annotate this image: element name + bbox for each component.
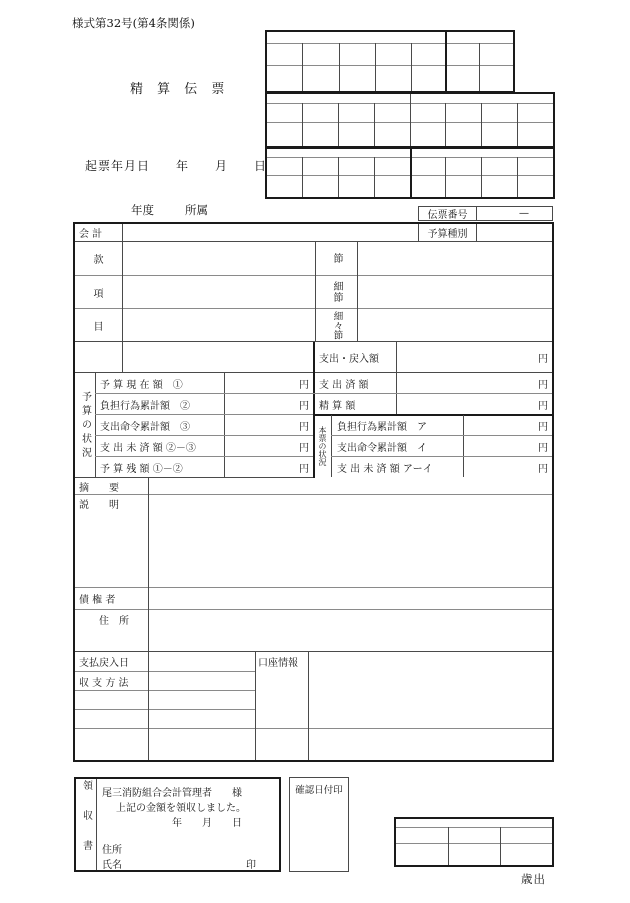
slip-top-row-1-unit: 円	[538, 400, 548, 412]
account-row-0-right-value[interactable]	[358, 242, 552, 275]
receipt-box[interactable]	[74, 777, 281, 872]
creditor-value[interactable]	[149, 588, 552, 609]
method-extra-row-1[interactable]	[75, 691, 255, 709]
explanation-label-text: 説 明	[79, 499, 119, 511]
budget-type-label: 予算種別	[427, 229, 468, 240]
budget-row-1-unit: 円	[299, 400, 309, 412]
creditor-address-label	[95, 610, 148, 628]
slip-top-row-0-unit: 円	[538, 379, 548, 391]
approval-grid-middle[interactable]	[265, 92, 555, 148]
slip-status-row[interactable]	[333, 457, 463, 477]
creditor-address-label-text: 住 所	[99, 615, 129, 627]
grid-col-divider	[481, 157, 482, 197]
payment-method-block[interactable]	[75, 652, 552, 760]
slip-status-row-1-unit: 円	[538, 442, 548, 454]
summary-value[interactable]	[149, 478, 552, 494]
payment-amount-label-text: 支出・戻入額	[319, 353, 379, 365]
slip-top-row-0-value[interactable]	[397, 373, 527, 393]
grid-col-divider	[302, 103, 303, 146]
payment-amount-unit: 円	[538, 353, 548, 365]
creditor-label	[75, 588, 148, 609]
method-label-text: 収 支 方 法	[79, 677, 129, 689]
budget-row-3-value[interactable]	[225, 436, 287, 456]
grid-col-divider	[339, 43, 340, 91]
status-block[interactable]	[75, 373, 552, 478]
receipt-date-line[interactable]: 年 月 日	[172, 818, 242, 829]
method-extra-row-3[interactable]	[75, 729, 255, 760]
slip-number-value[interactable]: —	[519, 208, 529, 219]
budget-status-row[interactable]	[96, 373, 224, 393]
receipt-vertical-label	[76, 779, 96, 870]
slip-status-row-0-value[interactable]	[464, 415, 527, 435]
approval-grid-bottom[interactable]	[265, 147, 555, 199]
grid-col-divider	[411, 43, 412, 91]
page-title: 精 算 伝 票	[130, 82, 230, 97]
accounting-value[interactable]	[123, 224, 417, 241]
budget-row-4-label: 予 算 残 額 ①－②	[100, 463, 183, 475]
account-row-2-left-label: 目	[93, 321, 104, 333]
fiscal-year-label: 年度	[131, 203, 154, 217]
budget-row-3-label: 支 出 未 済 額 ②－③	[100, 442, 196, 454]
receipt-vertical-label-text: 領収書	[80, 779, 92, 870]
slip-status-row-2-unit: 円	[538, 463, 548, 475]
method-label	[75, 672, 148, 690]
slip-status-row-1-label: 支出命令累計額 イ	[337, 442, 427, 454]
budget-row-3-unit: 円	[299, 442, 309, 454]
budget-status-vertical-label	[75, 373, 95, 478]
confirm-seal-box[interactable]	[289, 777, 349, 872]
slip-status-row-0-label: 負担行為累計額 ア	[337, 421, 427, 433]
grid-col-divider	[375, 43, 376, 91]
issue-date-label: 起票年月日 年 月 日	[85, 159, 268, 173]
grid-col-divider	[338, 103, 339, 146]
budget-status-row[interactable]	[96, 415, 224, 435]
payment-date-label	[75, 652, 148, 671]
account-row-1-left-value[interactable]	[123, 276, 315, 308]
account-row-2-left-value[interactable]	[123, 309, 315, 341]
account-info-label: 口座情報	[258, 658, 298, 669]
account-row-0-left-value[interactable]	[123, 242, 315, 275]
payment-amount-value[interactable]	[397, 342, 527, 372]
affiliation-label: 所属	[185, 203, 208, 217]
account-row-2-right-label-text: 細々節	[331, 310, 343, 340]
summary-row[interactable]	[75, 478, 552, 495]
grid-col-divider	[445, 157, 446, 197]
account-row-1-right-label	[316, 276, 357, 308]
footer-label: 歳出	[521, 872, 546, 886]
grid-row-divider	[267, 65, 513, 66]
account-info-value[interactable]	[309, 652, 552, 728]
confirm-seal-label: 確認日付印	[295, 785, 343, 796]
budget-row-0-unit: 円	[299, 379, 309, 391]
budget-row-4-unit: 円	[299, 463, 309, 475]
approval-grid-footer[interactable]	[394, 817, 554, 867]
budget-status-vertical-label-text: 予算の状況	[79, 390, 91, 461]
receipt-label-divider	[96, 779, 97, 870]
payment-amount-label	[315, 342, 396, 372]
budget-row-2-value[interactable]	[225, 415, 287, 435]
grid-col-divider-major	[445, 32, 447, 91]
grid-col-divider	[448, 827, 449, 865]
slip-status-vertical-label-text: 本票の状況	[318, 426, 327, 466]
accounting-label-c1: 会 計	[79, 229, 103, 240]
slip-number-label: 伝票番号	[427, 210, 468, 221]
method-value[interactable]	[149, 672, 255, 690]
grid-col-divider	[374, 157, 375, 197]
receipt-seal-label: 印	[246, 860, 256, 871]
receipt-statement: 上記の金額を領収しました。	[116, 803, 246, 814]
account-row-2-right-value[interactable]	[358, 309, 552, 341]
budget-row-2-label: 支出命令累計額 ③	[100, 421, 190, 433]
slip-top-row-0-label: 支 出 済 額	[319, 379, 369, 391]
accounting-row[interactable]	[75, 224, 552, 242]
budget-row-1-value[interactable]	[225, 394, 287, 414]
slip-top-row-1-value[interactable]	[397, 394, 527, 414]
grid-col-divider	[481, 103, 482, 146]
grid-col-divider	[302, 43, 303, 91]
account-row-0-left-label: 款	[93, 255, 104, 266]
slip-number-box[interactable]	[418, 206, 553, 221]
method-extra-row-2[interactable]	[75, 710, 255, 728]
budget-status-row[interactable]	[96, 457, 224, 477]
creditor-label-text: 債 権 者	[79, 595, 116, 606]
payment-date-label-text: 支払戻入日	[79, 658, 129, 669]
account-row-1-right-value[interactable]	[358, 276, 552, 308]
budget-status-row[interactable]	[96, 436, 224, 456]
budget-row-2-unit: 円	[299, 421, 309, 433]
account-row-2-right-label	[316, 309, 357, 341]
budget-row-4-value[interactable]	[225, 457, 287, 477]
slip-top-row-1-label: 精 算 額	[319, 400, 356, 412]
account-row-1-right-label-text: 細節	[331, 281, 342, 303]
slip-status-row[interactable]	[333, 436, 463, 456]
summary-label-text: 摘 要	[79, 482, 119, 494]
grid-col-divider	[374, 103, 375, 146]
account-row-1-left-label: 項	[93, 288, 104, 300]
budget-status-row[interactable]	[96, 394, 224, 414]
account-info-extra-row[interactable]	[256, 729, 552, 760]
grid-col-divider	[517, 157, 518, 197]
explanation-value[interactable]	[149, 495, 552, 587]
creditor-address-value[interactable]	[149, 610, 552, 651]
explanation-label	[75, 495, 148, 511]
slip-status-row-2-value[interactable]	[464, 457, 527, 477]
account-classification-rows[interactable]	[75, 242, 552, 342]
grid-col-divider	[445, 103, 446, 146]
grid-col-divider-major	[410, 149, 412, 197]
accounting-label-cell	[75, 224, 122, 241]
slip-status-row-2-label: 支 出 未 済 額 アーイ	[337, 463, 433, 475]
payment-amount-row[interactable]	[75, 342, 552, 373]
payment-date-value[interactable]	[149, 652, 255, 671]
grid-col-divider	[517, 103, 518, 146]
explanation-row[interactable]	[75, 495, 552, 588]
budget-row-0-value[interactable]	[225, 373, 287, 393]
slip-top-row[interactable]	[315, 373, 396, 393]
receipt-name-label: 氏名	[102, 860, 122, 871]
grid-col-divider	[500, 827, 501, 865]
grid-row-divider	[396, 843, 552, 844]
creditor-row[interactable]	[75, 588, 552, 610]
grid-col-divider	[479, 43, 480, 91]
col-rule	[331, 415, 332, 477]
budget-row-1-label: 負担行為累計額 ②	[100, 400, 190, 412]
budget-type-value[interactable]	[477, 224, 552, 241]
slip-status-row-1-value[interactable]	[464, 436, 527, 456]
slip-status-row-0-unit: 円	[538, 421, 548, 433]
budget-row-0-label: 予 算 現 在 額 ①	[100, 379, 183, 391]
col-rule	[122, 342, 123, 373]
account-row-0-right-label-text: 節	[331, 253, 342, 264]
receipt-address-label: 住所	[102, 845, 122, 856]
slip-top-row[interactable]	[315, 394, 396, 414]
slip-status-row[interactable]	[333, 415, 463, 435]
grid-row-divider	[267, 43, 513, 44]
grid-row-divider	[396, 827, 552, 828]
slip-status-vertical-label	[314, 415, 331, 477]
creditor-address-row[interactable]	[75, 610, 552, 652]
grid-col-divider	[302, 157, 303, 197]
summary-label	[75, 478, 148, 494]
receipt-addressee: 尾三消防組合会計管理者 様	[102, 788, 242, 799]
grid-col-divider	[338, 157, 339, 197]
form-number: 様式第32号(第4条関係)	[72, 16, 195, 30]
approval-grid-top[interactable]	[265, 30, 515, 93]
grid-col-divider	[410, 94, 411, 146]
account-row-0-right-label	[316, 242, 357, 275]
